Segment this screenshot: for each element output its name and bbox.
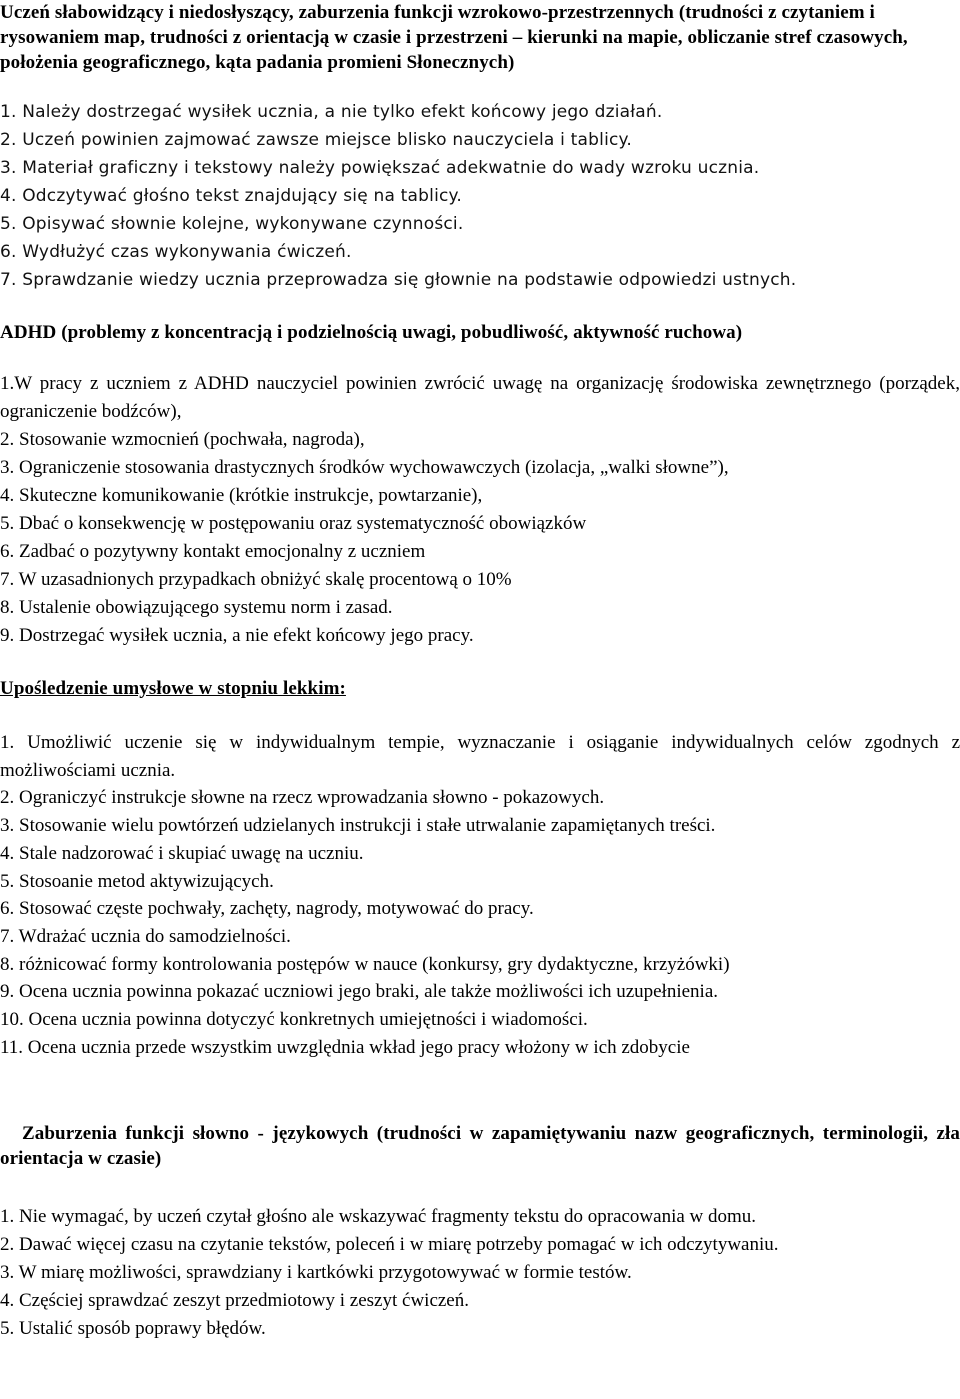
list-item: 11. Ocena ucznia przede wszystkim uwzględnia wkład jego pracy włożony w ich zdobycie [0, 1036, 690, 1058]
list-item: 2. Ograniczyć instrukcje słowne na rzecz wprowadzania słowno - pokazowych. [0, 787, 605, 809]
list-item: 1. Umożliwić uczenie się w indywidualnym tempie, wyznaczanie i osiąganie indywidualnych celów zgodnych z możliwościami ucznia. [0, 732, 960, 781]
list-item: 7. W uzasadnionych przypadkach obniżyć skalę procentową o 10% [0, 569, 512, 590]
list-item: 4. Częściej sprawdzać zeszyt przedmiotowy i zeszyt ćwiczeń. [0, 1290, 469, 1311]
section-heading-speech-language: Zaburzenia funkcji słowno - językowych (trudności w zapamiętywaniu nazw geograficznych, terminologii, zła orientacja w czasie) [0, 1123, 960, 1169]
section-heading-visual-hearing: Uczeń słabowidzący i niedosłyszący, zaburzenia funkcji wzrokowo-przestrzennych (trudności z czytaniem i rysowaniem map, trudności z orientacją w czasie i przestrzeni – kierunki na mapie, obliczanie stref czasowych, położenia geograficznego, kąta padania promieni Słonecznych) [0, 2, 908, 73]
list-item: 2. Dawać więcej czasu na czytanie tekstów, poleceń i w miarę potrzeby pomagać w ich odczytywaniu. [0, 1234, 779, 1255]
list-item: 5. Ustalić sposób poprawy błędów. [0, 1318, 266, 1339]
list-item: 3. Ograniczenie stosowania drastycznych środków wychowawczych (izolacja, „walki słowne”), [0, 457, 729, 478]
list-item: 2. Stosowanie wzmocnień (pochwała, nagroda), [0, 429, 365, 450]
list-item: 9. Ocena ucznia powinna pokazać uczniowi jego braki, ale także możliwości ich uzupełnienia. [0, 981, 719, 1003]
list-item: 8. Ustalenie obowiązującego systemu norm i zasad. [0, 597, 393, 618]
list-item: 6. Wydłużyć czas wykonywania ćwiczeń. [0, 242, 352, 262]
list-item: 7. Sprawdzanie wiedzy ucznia przeprowadza się głownie na podstawie odpowiedzi ustnych. [0, 270, 797, 290]
list-item: 7. Wdrażać ucznia do samodzielności. [0, 925, 291, 947]
list-item: 3. W miarę możliwości, sprawdziany i kartkówki przygotowywać w formie testów. [0, 1262, 632, 1283]
section-list-intellectual-disability [0, 729, 960, 1061]
list-item: 8. różnicować formy kontrolowania postępów w nauce (konkursy, gry dydaktyczne, krzyżówki) [0, 953, 730, 975]
section-heading-intellectual-disability: Upośledzenie umysłowe w stopniu lekkim: [0, 678, 346, 699]
section-list-speech-language [0, 1203, 960, 1343]
list-item: 5. Opisywać słownie kolejne, wykonywane czynności. [0, 214, 464, 234]
list-item: 6. Stosować częste pochwały, zachęty, nagrody, motywować do pracy. [0, 898, 534, 920]
list-item: 4. Stale nadzorować i skupiać uwagę na uczniu. [0, 842, 364, 864]
list-item: 4. Odczytywać głośno tekst znajdujący się na tablicy. [0, 186, 462, 206]
list-item: 9. Dostrzegać wysiłek ucznia, a nie efekt końcowy jego pracy. [0, 625, 474, 646]
list-item: 6. Zadbać o pozytywny kontakt emocjonalny z uczniem [0, 541, 426, 562]
section-list-visual-hearing [0, 98, 960, 294]
list-item: 3. Materiał graficzny i tekstowy należy powiększać adekwatnie do wady wzroku ucznia. [0, 158, 760, 178]
list-item: 2. Uczeń powinien zajmować zawsze miejsce blisko nauczyciela i tablicy. [0, 130, 632, 150]
list-item: 5. Dbać o konsekwencję w postępowaniu oraz systematyczność obowiązków [0, 513, 587, 534]
section-heading-adhd: ADHD (problemy z koncentracją i podzielnością uwagi, pobudliwość, aktywność ruchowa) [0, 322, 743, 343]
list-item: 4. Skuteczne komunikowanie (krótkie instrukcje, powtarzanie), [0, 485, 483, 506]
list-item: 10. Ocena ucznia powinna dotyczyć konkretnych umiejętności i wiadomości. [0, 1009, 588, 1031]
list-item: 1. Należy dostrzegać wysiłek ucznia, a nie tylko efekt końcowy jego działań. [0, 102, 663, 122]
list-item: 3. Stosowanie wielu powtórzeń udzielanych instrukcji i stałe utrwalanie zapamiętanych treści. [0, 815, 716, 837]
section-list-adhd [0, 370, 960, 650]
list-item: 1. Nie wymagać, by uczeń czytał głośno ale wskazywać fragmenty tekstu do opracowania w domu. [0, 1206, 757, 1227]
list-item: 5. Stosoanie metod aktywizujących. [0, 870, 274, 892]
list-item: 1.W pracy z uczniem z ADHD nauczyciel powinien zwrócić uwagę na organizację środowiska zewnętrznego (porządek, ograniczenie bodźców), [0, 373, 960, 422]
